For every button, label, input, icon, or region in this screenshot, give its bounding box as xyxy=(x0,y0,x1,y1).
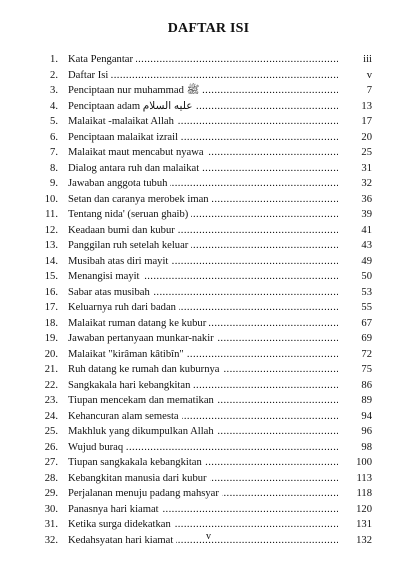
toc-entry-leader xyxy=(68,223,338,239)
toc-entry-title: Kata Pengantar xyxy=(68,54,136,65)
toc-entry-number: 9. xyxy=(50,178,58,189)
toc-entry-leader xyxy=(68,192,338,208)
toc-entry xyxy=(40,347,372,363)
toc-entry xyxy=(40,362,372,378)
toc-entry-page: 7 xyxy=(366,85,372,96)
toc-entry xyxy=(40,269,372,285)
toc-entry-page: 20 xyxy=(361,131,372,143)
toc-entry xyxy=(40,393,372,409)
toc-entry xyxy=(40,285,372,301)
table-of-contents xyxy=(40,52,372,548)
toc-entry-title: Malaikat "kirâman kâtibîn" xyxy=(68,349,187,360)
toc-entry-page: 55 xyxy=(361,302,372,313)
toc-entry-number: 3. xyxy=(50,85,58,96)
toc-entry-page: v xyxy=(366,69,372,81)
toc-entry-title: Ketika surga didekatkan xyxy=(68,519,174,530)
toc-entry-number: 32. xyxy=(44,534,58,546)
toc-entry-title: Panasnya hari kiamat xyxy=(68,504,162,515)
toc-entry-number: 16. xyxy=(44,286,58,298)
toc-entry-number: 2. xyxy=(50,69,58,81)
toc-entry-leader xyxy=(68,176,338,192)
page-number: v xyxy=(206,531,211,542)
toc-entry xyxy=(40,238,372,254)
toc-entry-number: 26. xyxy=(44,441,58,453)
toc-entry-title: Musibah atas diri mayit xyxy=(68,256,171,267)
toc-entry-page: 98 xyxy=(361,441,372,453)
toc-entry-page: 94 xyxy=(361,410,372,422)
toc-entry xyxy=(40,471,372,487)
toc-entry xyxy=(40,331,372,347)
toc-entry-title: Ruh datang ke rumah dan kuburnya xyxy=(68,364,223,375)
toc-entry-number: 15. xyxy=(44,271,58,282)
toc-entry-title: Malaikat maut mencabut nyawa xyxy=(68,147,207,158)
toc-entry-title: Kebangkitan manusia dari kubur xyxy=(68,473,210,484)
toc-entry-leader xyxy=(68,300,338,316)
toc-entry-number: 22. xyxy=(44,379,58,391)
toc-entry xyxy=(40,502,372,518)
toc-entry-number: 30. xyxy=(44,503,58,515)
toc-entry-leader xyxy=(68,145,338,161)
toc-entry-leader xyxy=(68,440,338,456)
toc-entry-title: Tentang nida' (seruan ghaib) xyxy=(68,209,191,220)
toc-entry-number: 19. xyxy=(44,333,58,344)
toc-entry-number: 23. xyxy=(44,395,58,406)
toc-entry-leader xyxy=(68,269,338,285)
toc-entry-title: Wujud buraq xyxy=(68,442,126,453)
toc-entry-title: Jawaban anggota tubuh xyxy=(68,178,170,189)
toc-entry-page: 25 xyxy=(361,147,372,158)
toc-entry-number: 14. xyxy=(44,255,58,267)
toc-entry-page: 89 xyxy=(361,395,372,406)
toc-entry-page: 39 xyxy=(361,209,372,220)
toc-entry-number: 27. xyxy=(44,457,58,468)
toc-entry-title: Sangkakala hari kebangkitan xyxy=(68,380,193,391)
toc-entry-number: 17. xyxy=(44,302,58,313)
toc-entry-page: 96 xyxy=(361,426,372,437)
toc-entry xyxy=(40,176,372,192)
toc-entry-number: 28. xyxy=(44,472,58,484)
toc-entry-page: 31 xyxy=(361,162,372,174)
toc-entry-page: 113 xyxy=(356,472,372,484)
toc-entry-leader xyxy=(68,114,338,130)
toc-entry-title: Dialog antara ruh dan malaikat xyxy=(68,163,202,174)
toc-entry-page: iii xyxy=(363,54,372,65)
toc-entry-number: 18. xyxy=(44,317,58,329)
toc-entry-number: 8. xyxy=(50,162,58,174)
toc-entry xyxy=(40,300,372,316)
page-title: DAFTAR ISI xyxy=(167,21,250,36)
toc-entry xyxy=(40,99,372,115)
toc-entry-leader xyxy=(68,285,338,301)
toc-entry xyxy=(40,378,372,394)
toc-entry-number: 29. xyxy=(44,488,58,499)
toc-entry-leader xyxy=(68,254,338,270)
toc-entry-number: 4. xyxy=(50,100,58,112)
toc-entry-page: 132 xyxy=(356,534,372,546)
toc-entry-page: 120 xyxy=(356,503,372,515)
toc-entry xyxy=(40,68,372,84)
toc-entry-leader xyxy=(68,83,338,99)
toc-entry-title: Jawaban pertanyaan munkar-nakir xyxy=(68,333,217,344)
toc-entry-number: 11. xyxy=(45,209,58,220)
toc-entry xyxy=(40,223,372,239)
toc-entry-title: Penciptaan adam عليه السلام xyxy=(68,101,196,112)
toc-entry-page: 17 xyxy=(361,116,372,127)
toc-entry-number: 24. xyxy=(44,410,58,422)
toc-entry xyxy=(40,440,372,456)
toc-entry xyxy=(40,424,372,440)
toc-entry-number: 21. xyxy=(44,364,58,375)
toc-entry-title: Setan dan caranya merobek iman xyxy=(68,194,212,205)
toc-entry-leader xyxy=(68,238,338,254)
toc-entry-title: Makhluk yang dikumpulkan Allah xyxy=(68,426,217,437)
toc-entry-title: Sabar atas musibah xyxy=(68,287,153,298)
toc-entry-page: 13 xyxy=(361,100,372,112)
toc-entry xyxy=(40,455,372,471)
toc-entry-leader xyxy=(68,130,338,146)
toc-entry-page: 131 xyxy=(356,519,372,530)
toc-entry-number: 10. xyxy=(44,193,58,205)
toc-entry-leader xyxy=(68,486,338,502)
toc-entry-title: Tiupan sangkakala kebangkitan xyxy=(68,457,205,468)
toc-entry-page: 53 xyxy=(361,286,372,298)
toc-entry-number: 5. xyxy=(50,116,58,127)
toc-entry xyxy=(40,316,372,332)
toc-entry-leader xyxy=(68,455,338,471)
toc-entry-number: 6. xyxy=(50,131,58,143)
toc-entry-leader xyxy=(68,316,338,332)
toc-entry-title: Perjalanan menuju padang mahsyar xyxy=(68,488,222,499)
toc-entry-number: 13. xyxy=(44,240,58,251)
toc-entry-title: Panggilan ruh setelah keluar xyxy=(68,240,191,251)
toc-entry-leader xyxy=(68,378,338,394)
toc-entry-number: 1. xyxy=(50,54,58,65)
toc-entry-title: Tiupan mencekam dan mematikan xyxy=(68,395,217,406)
toc-entry-title: Malaikat -malaikat Allah xyxy=(68,116,177,127)
toc-entry-title: Keluarnya ruh dari badan xyxy=(68,302,179,313)
toc-entry-leader xyxy=(68,99,338,115)
toc-entry xyxy=(40,114,372,130)
toc-entry-leader xyxy=(68,331,338,347)
toc-entry-page: 41 xyxy=(361,224,372,236)
toc-entry-page: 36 xyxy=(361,193,372,205)
toc-entry-title: Malaikat ruman datang ke kubur xyxy=(68,318,209,329)
toc-entry xyxy=(40,207,372,223)
toc-entry-title: Kehancuran alam semesta xyxy=(68,411,182,422)
toc-entry-leader xyxy=(68,52,338,68)
toc-entry-number: 25. xyxy=(44,426,58,437)
toc-entry-title: Daftar Isi xyxy=(68,70,111,81)
toc-entry-title: Penciptaan malaikat izrail xyxy=(68,132,181,143)
toc-entry-page: 75 xyxy=(361,364,372,375)
toc-entry-leader xyxy=(68,207,338,223)
toc-entry-title: Penciptaan nur muhammad ﷺ xyxy=(68,85,202,96)
toc-entry xyxy=(40,145,372,161)
toc-entry xyxy=(40,52,372,68)
toc-entry-leader xyxy=(68,393,338,409)
toc-entry-leader xyxy=(68,68,338,84)
toc-entry-number: 20. xyxy=(44,348,58,360)
toc-entry xyxy=(40,254,372,270)
toc-entry xyxy=(40,130,372,146)
toc-entry-page: 69 xyxy=(361,333,372,344)
toc-entry-leader xyxy=(68,471,338,487)
toc-entry-leader xyxy=(68,409,338,425)
toc-entry xyxy=(40,409,372,425)
toc-entry xyxy=(40,83,372,99)
toc-entry-page: 67 xyxy=(361,317,372,329)
toc-entry-leader xyxy=(68,362,338,378)
toc-entry xyxy=(40,161,372,177)
toc-entry-leader xyxy=(68,502,338,518)
toc-entry-page: 32 xyxy=(361,178,372,189)
toc-entry-title: Menangisi mayit xyxy=(68,271,143,282)
toc-entry-number: 12. xyxy=(44,224,58,236)
toc-entry-page: 86 xyxy=(361,379,372,391)
toc-entry-page: 118 xyxy=(356,488,372,499)
toc-entry-page: 100 xyxy=(356,457,372,468)
toc-entry-page: 43 xyxy=(361,240,372,251)
toc-entry xyxy=(40,486,372,502)
toc-entry-number: 7. xyxy=(50,147,58,158)
toc-entry-page: 49 xyxy=(361,255,372,267)
toc-entry-page: 72 xyxy=(361,348,372,360)
toc-entry-leader xyxy=(68,161,338,177)
toc-entry-number: 31. xyxy=(44,519,58,530)
toc-entry-leader xyxy=(68,347,338,363)
toc-entry-leader xyxy=(68,424,338,440)
toc-entry-page: 50 xyxy=(361,271,372,282)
toc-entry-title: Keadaan bumi dan kubur xyxy=(68,225,178,236)
toc-entry xyxy=(40,192,372,208)
toc-entry-title: Kedahsyatan hari kiamat xyxy=(68,535,176,546)
